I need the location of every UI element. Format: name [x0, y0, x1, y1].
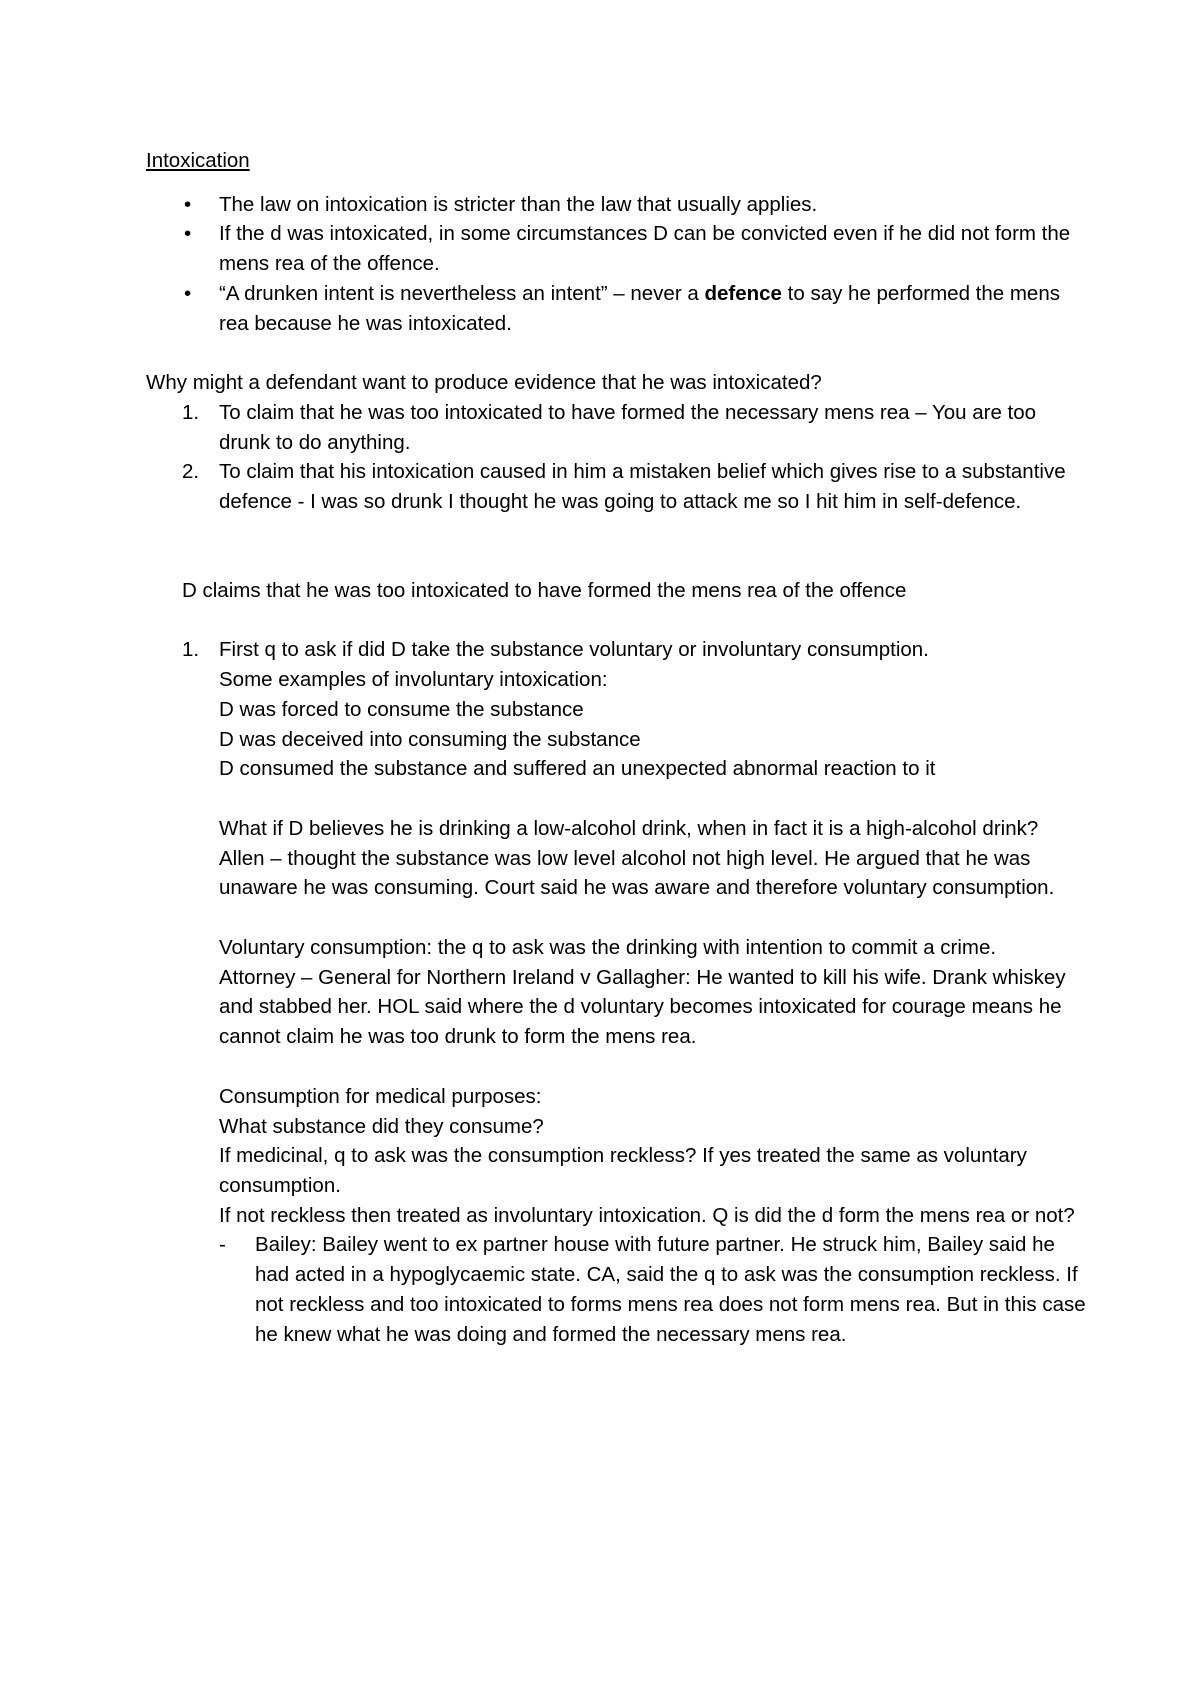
first-question-list [146, 635, 1086, 665]
first-question-item [146, 635, 1086, 665]
bullet-text: The law on intoxication is stricter than the law that usually applies. [219, 192, 818, 216]
medical-heading: Consumption for medical purposes: [219, 1084, 542, 1108]
bullet-marker: • [184, 192, 192, 216]
bullet-text-before: “A drunken intent is nevertheless an intent” – never a [219, 281, 705, 305]
involuntary-example: D was deceived into consuming the substance [219, 727, 641, 751]
claim-heading: D claims that he was too intoxicated to have formed the mens rea of the offence [182, 578, 907, 602]
dash-marker: - [219, 1233, 226, 1257]
allen-case: Allen – thought the substance was low level alcohol not high level. He argued that he was unaware he was consuming. Court said he was aware and therefore voluntary consumption. [219, 846, 1055, 900]
first-question-text: First q to ask if did D take the substance voluntary or involuntary consumption. [219, 638, 929, 662]
involuntary-examples-heading: Some examples of involuntary intoxication: [219, 668, 608, 692]
bailey-case-item [146, 1230, 1086, 1349]
bullet-text-after: to say he performed the mens rea because he was intoxicated. [219, 281, 1060, 335]
involuntary-example: D was forced to consume the substance [219, 697, 584, 721]
medical-line: If medicinal, q to ask was the consumption reckless? If yes treated the same as voluntary consumption. [219, 1144, 1027, 1197]
voluntary-question: Voluntary consumption: the q to ask was the drinking with intention to commit a crime. [219, 936, 997, 960]
bullet-marker: • [184, 222, 192, 246]
bullet-text: If the d was intoxicated, in some circumstances D can be convicted even if he did not form the mens rea of the offence. [219, 222, 1071, 276]
low-alcohol-question: What if D believes he is drinking a low-alcohol drink, when in fact it is a high-alcohol drink? [219, 816, 1039, 840]
reason-text: To claim that his intoxication caused in him a mistaken belief which gives rise to a substantive defence - I was so drunk I thought he was going to attack me so I hit him in self-defence. [219, 460, 1066, 514]
bullet-item [146, 279, 1086, 338]
reason-item [146, 457, 1086, 516]
intro-bullet-list [146, 190, 1086, 339]
medical-line: What substance did they consume? [219, 1114, 544, 1138]
reason-text: To claim that he was too intoxicated to have formed the necessary mens rea – You are too drunk to do anything. [219, 400, 1037, 454]
bullet-marker: • [184, 281, 192, 305]
bullet-item [146, 219, 1086, 278]
document-body [146, 146, 1086, 1349]
why-question: Why might a defendant want to produce evidence that he was intoxicated? [146, 371, 822, 395]
first-question-number: 1. [182, 638, 200, 662]
medical-line: If not reckless then treated as involuntary intoxication. Q is did the d form the mens rea or not? [219, 1203, 1075, 1227]
reason-number: 1. [182, 400, 200, 424]
involuntary-example: D consumed the substance and suffered an unexpected abnormal reaction to it [219, 757, 936, 781]
reasons-list [146, 398, 1086, 517]
reason-number: 2. [182, 460, 200, 484]
gallagher-case: Attorney – General for Northern Ireland v Gallagher: He wanted to kill his wife. Drank whiskey and stabbed her. HOL said where the d voluntary becomes intoxicated for courage means he cannot claim he was too drunk to form the mens rea. [219, 965, 1066, 1049]
bullet-item [146, 190, 1086, 220]
document-title: Intoxication [146, 149, 250, 172]
reason-item [146, 398, 1086, 457]
bailey-case-text: Bailey: Bailey went to ex partner house with future partner. He struck him, Bailey said he had acted in a hypoglycaemic state. CA, said the q to ask was the consumption reckless. If not reckless and too intoxicated to forms mens rea does not form mens rea. But in this case he knew what he was doing and formed the necessary mens rea. [255, 1233, 1086, 1346]
bold-term-defence: defence [704, 281, 782, 305]
